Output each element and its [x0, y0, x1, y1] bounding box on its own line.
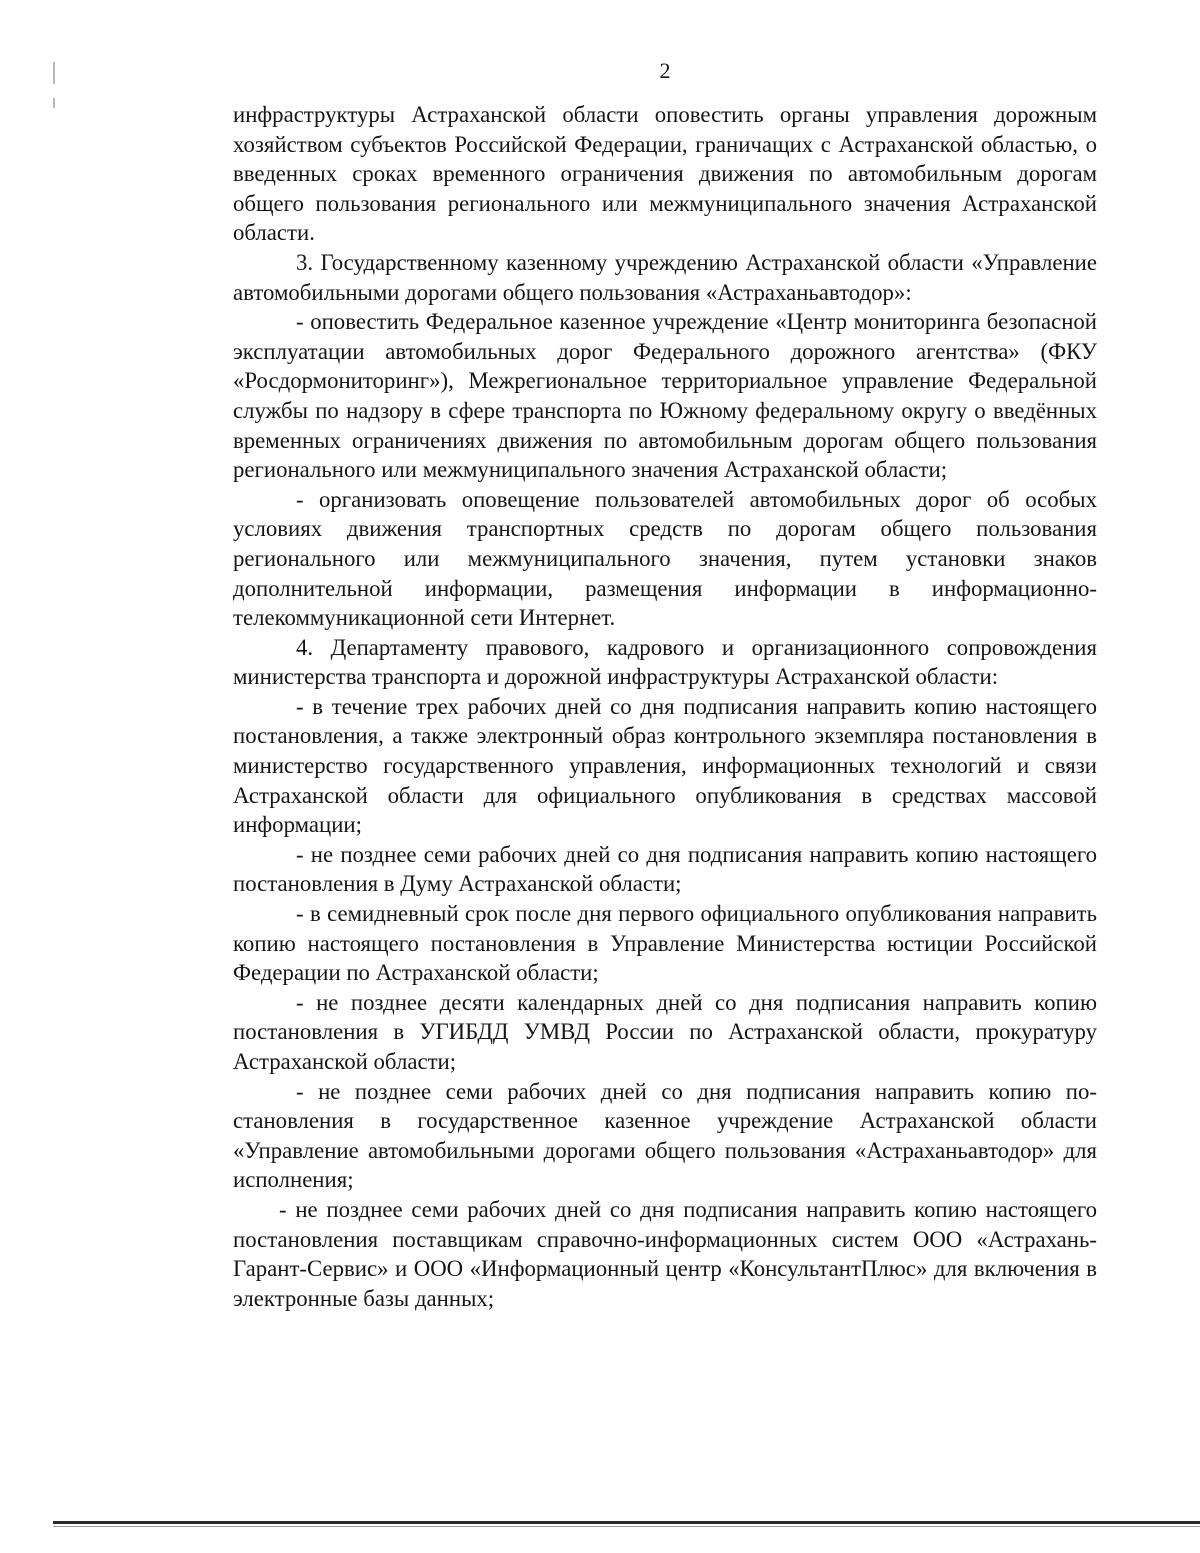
paragraph-duma: - не позднее семи рабочих дней со дня подписания направить копию настоящего постановления в Думу Астраханской области;: [233, 841, 1097, 897]
scan-bottom-border: [53, 1521, 1200, 1524]
paragraph-publication: - в течение трех рабочих дней со дня подписания направить копию настоящего постановления, а также электронный образ контрольного экземпляра постановления в министерство государственного управления, информационных технологий и связи Астраханской области для официального опубликования в средствах массовой информации;: [233, 693, 1097, 838]
paragraph-notify-federal: - оповестить Федеральное казенное учреждение «Центр мониторинга безопасной эксплуатации автомобильных дорог Федерального дорожного агентства» (ФКУ «Росдормониторинг»), Межрегиональное территориальное управление Федеральной службы по надзору в сфере транспорта по Южному федеральному округу о введённых временных ограничениях движения по автомобильным дорогам общего пользования регионального или межмуниципального значения Астраханской области;: [233, 309, 1097, 483]
paragraph-ugibdd: - не позднее десяти календарных дней со дня подписания направить копию постановления в УГИБДД УМВД России по Астраханской области, прокуратуру Астраханской области;: [233, 989, 1097, 1074]
scan-edge-mark: [53, 98, 55, 108]
scan-bottom-border-shadow: [53, 1526, 1200, 1527]
paragraph-continuation: инфраструктуры Астраханской области оповестить органы управления дорожным хозяйством субъектов Российской Федерации, граничащих с Астраханской областью, о введенных сроках временного ограничения движения по автомобильным дорогам общего пользования регионального или межмуниципального значения Астраханской области.: [233, 102, 1097, 246]
paragraph-item-4: 4. Департаменту правового, кадрового и организационного сопровождения министерства транспорта и дорожной инфраструктуры Астраханской области:: [233, 634, 1097, 690]
paragraph-notify-users: - организовать оповещение пользователей автомобильных дорог об особых условиях движения транспортных средств по дорогам общего пользования регионального или межмуниципального значения, путем установки знаков дополнительной информации, размещения информации в информационно-телекоммуникационной сети Интернет.: [233, 486, 1097, 631]
document-body: [233, 100, 1097, 1313]
paragraph-avtodor: - не позднее семи рабочих дней со дня подписания направить копию постановления в государственное казенное учреждение Астраханской области «Управление автомобильными дорогами общего пользования «Астраханьавтодор» для исполнения;: [233, 1078, 1097, 1193]
paragraph-reference-systems: - не позднее семи рабочих дней со дня подписания направить копию настоящего постановления поставщикам справочно-информационных систем ООО «Астрахань-Гарант-Сервис» и ООО «Информационный центр «КонсультантПлюс» для включения в электронные базы данных;: [233, 1196, 1097, 1311]
paragraph-ministry-justice: - в семидневный срок после дня первого официального опубликования направить копию настоящего постановления в Управление Министерства юстиции Российской Федерации по Астраханской области;: [233, 901, 1097, 986]
paragraph-item-3: 3. Государственному казенному учреждению Астраханской области «Управление автомобильными дорогами общего пользования «Астраханьавтодор»:: [233, 249, 1097, 305]
page-number: 2: [659, 58, 671, 83]
